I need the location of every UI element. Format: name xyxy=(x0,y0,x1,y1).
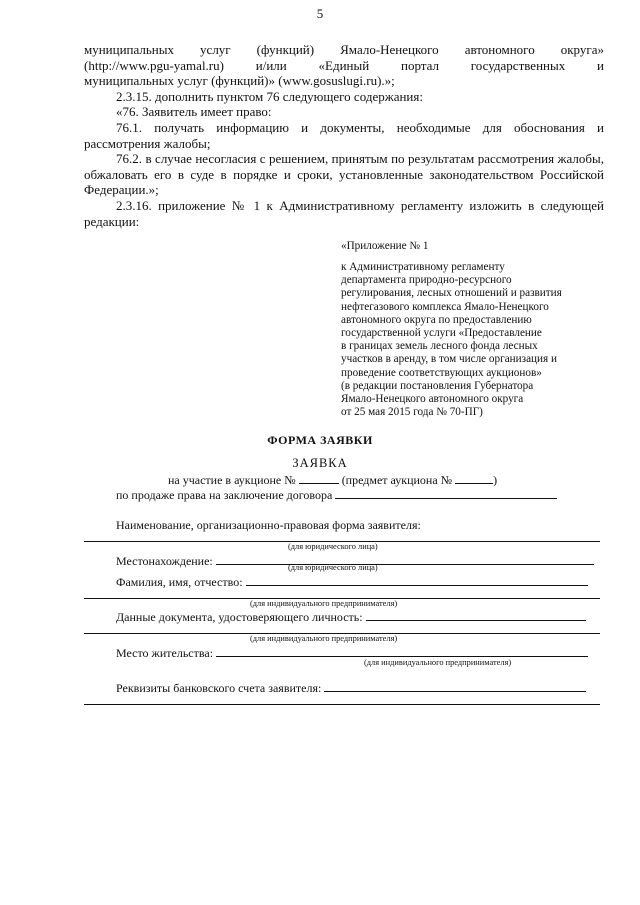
appendix-line: (в редакции постановления Губернатора xyxy=(341,379,534,392)
form-header: ЗАЯВКА xyxy=(292,456,348,470)
contract-field[interactable] xyxy=(335,487,557,499)
paragraph-5: 76.2. в случае несогласия с решением, принятым по результатам рассмотрения жалобы, обжаловать его в суде в порядке и сроки, установленные законодательством Российской Федерации.»; xyxy=(84,151,604,198)
sale-line xyxy=(116,487,557,503)
paragraph-3: «76. Заявитель имеет право: xyxy=(116,104,272,120)
id-doc-label: Данные документа, удостоверяющего личность: xyxy=(116,610,363,624)
appendix-block xyxy=(341,261,609,419)
appendix-line: Ямало-Ненецкого автономного округа xyxy=(341,393,524,406)
paragraph-2: 2.3.15. дополнить пунктом 76 следующего содержания: xyxy=(116,88,423,104)
name-label: Наименование, организационно-правовая форма заявителя: xyxy=(116,518,421,532)
caption-legal-entity: (для юридического лица) xyxy=(288,542,378,551)
appendix-line: автономного округа по предоставлению xyxy=(341,313,532,326)
body-text xyxy=(84,42,604,229)
appendix-line: нефтегазового комплекса Ямало-Ненецкого xyxy=(341,300,549,313)
auction-number-field[interactable] xyxy=(299,472,339,484)
caption-individual-entrepreneur: (для индивидуального предпринимателя) xyxy=(250,599,398,608)
fio-field[interactable] xyxy=(246,574,588,586)
paragraph-1-line-2: (http://www.pgu-yamal.ru) и/или «Единый портал государственных и xyxy=(84,57,604,73)
paragraph-1-line-3: муниципальных услуг (функций)» (www.gosuslugi.ru).»; xyxy=(84,73,395,89)
residence-row xyxy=(116,645,588,661)
location-field[interactable] xyxy=(216,553,594,565)
caption-individual-entrepreneur: (для индивидуального предпринимателя) xyxy=(250,634,398,643)
appendix-line: государственной услуги «Предоставление xyxy=(341,327,542,340)
bank-field[interactable] xyxy=(324,680,586,692)
bank-label: Реквизиты банковского счета заявителя: xyxy=(116,681,322,695)
fio-row xyxy=(116,574,588,590)
caption-legal-entity: (для юридического лица) xyxy=(288,563,378,572)
form-title: ФОРМА ЗАЯВКИ xyxy=(267,433,373,447)
sale-label: по продаже права на заключение договора xyxy=(116,488,333,502)
appendix-line: от 25 мая 2015 года № 70-ПГ) xyxy=(341,406,483,419)
appendix-line: проведение соответствующих аукционов» xyxy=(341,366,542,379)
appendix-line: к Административному регламенту xyxy=(341,261,505,273)
id-doc-row xyxy=(116,609,586,625)
id-doc-field[interactable] xyxy=(366,609,586,621)
page-number: 5 xyxy=(316,6,324,21)
paragraph-6: 2.3.16. приложение № 1 к Административному регламенту изложить в следующей редакции: xyxy=(84,197,604,229)
appendix-heading: «Приложение № 1 xyxy=(341,240,429,252)
auction-prefix: на участие в аукционе № xyxy=(168,473,296,487)
residence-label: Место жительства: xyxy=(116,646,214,660)
appendix-line: в границах земель лесного фонда лесных xyxy=(341,340,538,353)
bank-field-continued[interactable] xyxy=(84,704,600,705)
caption-individual-entrepreneur: (для индивидуального предпринимателя) xyxy=(364,658,512,667)
appendix-line: департамента природно-ресурсного xyxy=(341,274,512,287)
paragraph-4: 76.1. получать информацию и документы, необходимые для обоснования и рассмотрения жалобы; xyxy=(84,119,604,151)
appendix-line: участков в аренду, в том числе организация и xyxy=(341,353,557,366)
residence-field[interactable] xyxy=(216,645,588,657)
auction-subject-field[interactable] xyxy=(455,472,493,484)
paragraph-1-line-1: муниципальных услуг (функций) Ямало-Ненецкого автономного округа» xyxy=(84,42,604,57)
fio-label: Фамилия, имя, отчество: xyxy=(116,575,243,589)
auction-line xyxy=(168,472,497,488)
bank-row xyxy=(116,680,586,696)
auction-mid: (предмет аукциона № xyxy=(341,473,453,487)
auction-suffix: ) xyxy=(493,473,498,487)
location-label: Местонахождение: xyxy=(116,554,213,568)
appendix-line: регулирования, лесных отношений и развития xyxy=(341,287,562,300)
